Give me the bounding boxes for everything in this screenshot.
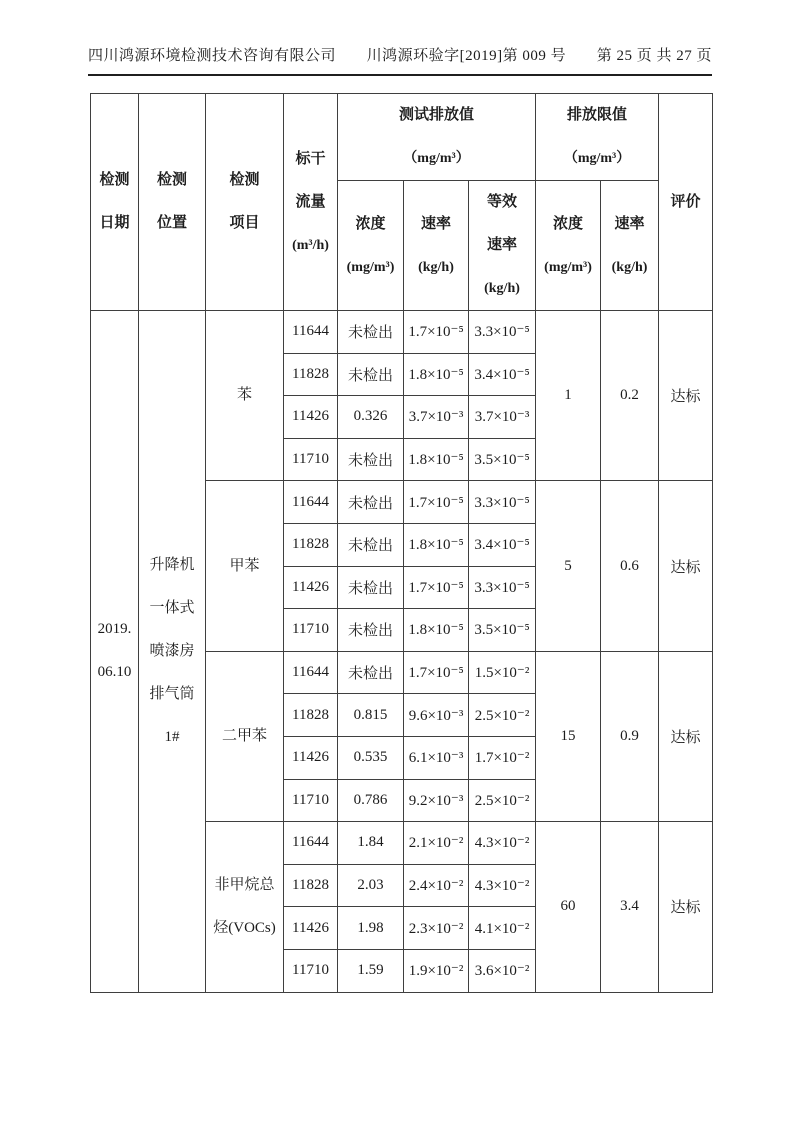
flow-value: 11710 xyxy=(284,438,338,481)
rate-value: 1.7×10⁻⁵ xyxy=(404,651,469,694)
rate-value: 6.1×10⁻³ xyxy=(404,736,469,779)
equivalent-rate-value: 2.5×10⁻² xyxy=(469,779,536,822)
evaluation-status: 达标 xyxy=(659,481,713,651)
rate-value: 2.3×10⁻² xyxy=(404,907,469,950)
equivalent-rate-value: 1.7×10⁻² xyxy=(469,736,536,779)
concentration-value: 未检出 xyxy=(338,353,404,396)
flow-value: 11828 xyxy=(284,523,338,566)
concentration-value: 未检出 xyxy=(338,566,404,609)
limit-concentration: 1 xyxy=(536,311,601,481)
flow-value: 11710 xyxy=(284,949,338,992)
header-location: 检测 位置 xyxy=(139,94,206,311)
limit-concentration: 5 xyxy=(536,481,601,651)
equivalent-rate-value: 2.5×10⁻² xyxy=(469,694,536,737)
equivalent-rate-value: 3.7×10⁻³ xyxy=(469,396,536,439)
header-limit-rate: 速率 (kg/h) xyxy=(601,181,659,311)
header-test-equivalent-rate: 等效 速率 (kg/h) xyxy=(469,181,536,311)
rate-value: 1.8×10⁻⁵ xyxy=(404,523,469,566)
header-test-rate: 速率 (kg/h) xyxy=(404,181,469,311)
flow-value: 11710 xyxy=(284,779,338,822)
rate-value: 1.7×10⁻⁵ xyxy=(404,481,469,524)
rate-value: 9.6×10⁻³ xyxy=(404,694,469,737)
header-limit-concentration: 浓度 (mg/m³) xyxy=(536,181,601,311)
concentration-value: 0.535 xyxy=(338,736,404,779)
limit-concentration: 15 xyxy=(536,651,601,821)
flow-value: 11710 xyxy=(284,609,338,652)
company-name: 四川鸿源环境检测技术咨询有限公司 xyxy=(88,48,337,64)
concentration-value: 未检出 xyxy=(338,651,404,694)
limit-rate: 3.4 xyxy=(601,822,659,992)
item-cell: 甲苯 xyxy=(206,481,284,651)
equivalent-rate-value: 3.5×10⁻⁵ xyxy=(469,609,536,652)
concentration-value: 1.59 xyxy=(338,949,404,992)
rate-value: 2.1×10⁻² xyxy=(404,822,469,865)
header-flow: 标干 流量 (m³/h) xyxy=(284,94,338,311)
rate-value: 1.8×10⁻⁵ xyxy=(404,353,469,396)
concentration-value: 未检出 xyxy=(338,481,404,524)
date-cell: 2019. 06.10 xyxy=(91,311,139,993)
limit-rate: 0.9 xyxy=(601,651,659,821)
item-cell: 二甲苯 xyxy=(206,651,284,821)
header-date: 检测 日期 xyxy=(91,94,139,311)
concentration-value: 未检出 xyxy=(338,523,404,566)
concentration-value: 2.03 xyxy=(338,864,404,907)
rate-value: 1.8×10⁻⁵ xyxy=(404,438,469,481)
equivalent-rate-value: 3.5×10⁻⁵ xyxy=(469,438,536,481)
header-item: 检测 项目 xyxy=(206,94,284,311)
location-cell: 升降机 一体式 喷漆房 排气筒 1# xyxy=(139,311,206,993)
equivalent-rate-value: 4.1×10⁻² xyxy=(469,907,536,950)
rate-value: 9.2×10⁻³ xyxy=(404,779,469,822)
header-test-concentration: 浓度 (mg/m³) xyxy=(338,181,404,311)
rate-value: 2.4×10⁻² xyxy=(404,864,469,907)
equivalent-rate-value: 3.6×10⁻² xyxy=(469,949,536,992)
limit-rate: 0.6 xyxy=(601,481,659,651)
equivalent-rate-value: 4.3×10⁻² xyxy=(469,864,536,907)
concentration-value: 1.84 xyxy=(338,822,404,865)
evaluation-status: 达标 xyxy=(659,651,713,821)
concentration-value: 0.786 xyxy=(338,779,404,822)
header-limit-group: 排放限值 （mg/m³） xyxy=(536,94,659,181)
flow-value: 11426 xyxy=(284,736,338,779)
document-number: 川鸿源环验字[2019]第 009 号 xyxy=(366,48,567,64)
page-number: 第 25 页 共 27 页 xyxy=(596,48,712,64)
flow-value: 11426 xyxy=(284,907,338,950)
flow-value: 11426 xyxy=(284,396,338,439)
equivalent-rate-value: 3.3×10⁻⁵ xyxy=(469,481,536,524)
header-evaluation: 评价 xyxy=(659,94,713,311)
emission-test-table xyxy=(90,93,713,993)
flow-value: 11426 xyxy=(284,566,338,609)
header-test-group: 测试排放值 （mg/m³） xyxy=(338,94,536,181)
page-header xyxy=(88,44,712,76)
limit-concentration: 60 xyxy=(536,822,601,992)
flow-value: 11644 xyxy=(284,651,338,694)
concentration-value: 1.98 xyxy=(338,907,404,950)
equivalent-rate-value: 3.4×10⁻⁵ xyxy=(469,353,536,396)
rate-value: 3.7×10⁻³ xyxy=(404,396,469,439)
item-cell: 苯 xyxy=(206,311,284,481)
evaluation-status: 达标 xyxy=(659,311,713,481)
flow-value: 11644 xyxy=(284,822,338,865)
concentration-value: 未检出 xyxy=(338,609,404,652)
rate-value: 1.8×10⁻⁵ xyxy=(404,609,469,652)
rate-value: 1.7×10⁻⁵ xyxy=(404,311,469,354)
rate-value: 1.9×10⁻² xyxy=(404,949,469,992)
rate-value: 1.7×10⁻⁵ xyxy=(404,566,469,609)
limit-rate: 0.2 xyxy=(601,311,659,481)
flow-value: 11644 xyxy=(284,311,338,354)
evaluation-status: 达标 xyxy=(659,822,713,992)
flow-value: 11644 xyxy=(284,481,338,524)
equivalent-rate-value: 1.5×10⁻² xyxy=(469,651,536,694)
flow-value: 11828 xyxy=(284,694,338,737)
concentration-value: 未检出 xyxy=(338,311,404,354)
item-cell: 非甲烷总 烃(VOCs) xyxy=(206,822,284,992)
equivalent-rate-value: 3.3×10⁻⁵ xyxy=(469,566,536,609)
equivalent-rate-value: 4.3×10⁻² xyxy=(469,822,536,865)
concentration-value: 0.815 xyxy=(338,694,404,737)
flow-value: 11828 xyxy=(284,864,338,907)
equivalent-rate-value: 3.3×10⁻⁵ xyxy=(469,311,536,354)
equivalent-rate-value: 3.4×10⁻⁵ xyxy=(469,523,536,566)
flow-value: 11828 xyxy=(284,353,338,396)
concentration-value: 0.326 xyxy=(338,396,404,439)
concentration-value: 未检出 xyxy=(338,438,404,481)
